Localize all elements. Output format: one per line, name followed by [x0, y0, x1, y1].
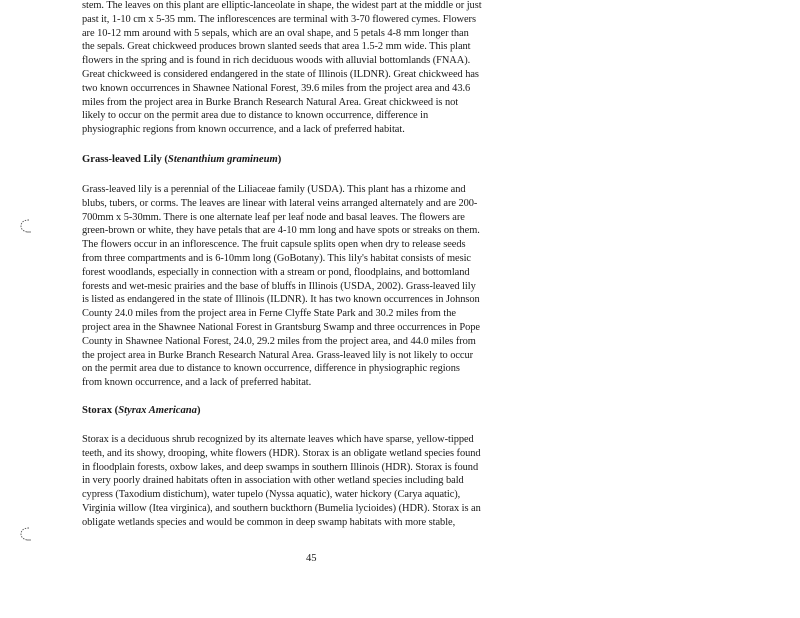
grass-leaved-lily-paragraph	[82, 183, 528, 390]
text-line: miles from the project area in Burke Branch Research Natural Area. Great chickweed is not	[82, 96, 459, 108]
heading-common-name: Storax (	[82, 405, 119, 416]
section-heading-storax	[82, 404, 201, 418]
text-line: obligate wetlands species and would be common in deep swamp habitats with more stable,	[82, 516, 456, 528]
text-line: County 24.0 miles from the project area in Ferne Clyffe State Park and 30.2 miles from the	[82, 308, 456, 320]
text-line: two known occurrences in Shawnee National Forest, 39.6 miles from the project area and 43.6	[82, 82, 471, 94]
heading-latin-name: Stenanthium gramineum	[167, 154, 278, 165]
text-line: project area in the Shawnee National Forest in Grantsburg Swamp and three occurrences in Pope	[82, 321, 480, 333]
text-line: physiographic regions from known occurrence, and a lack of preferred habitat.	[82, 124, 405, 136]
text-line: Great chickweed is considered endangered in the state of Illinois (ILDNR). Great chickweed has	[82, 68, 479, 80]
storax-paragraph	[82, 433, 528, 530]
text-line: the project area in Burke Branch Research Natural Area. Grass-leaved lily is not likely to occur	[82, 349, 474, 361]
page-number: 45	[306, 553, 317, 564]
text-line: from known occurrence, and a lack of preferred habitat.	[82, 377, 312, 389]
text-line: in very poorly drained habitats often in association with other wetland species including bald	[82, 475, 464, 487]
heading-close-paren: )	[277, 154, 282, 165]
heading-common-name: Grass-leaved Lily (	[82, 154, 168, 165]
text-line: flowers in the spring and is found in rich deciduous woods with alluvial bottomlands (FNAA).	[82, 55, 471, 67]
text-line: cypress (Taxodium distichum), water tupelo (Nyssa aquatic), water hickory (Carya aquatic),	[82, 489, 461, 501]
text-line: is listed as endangered in the state of Illinois (ILDNR). It has two known occurrences in Johnson	[82, 294, 480, 306]
text-line: the sepals. Great chickweed produces brown slanted seeds that area 1.5-2 mm wide. This plant	[82, 41, 471, 53]
heading-latin-name: Styrax Americana	[118, 405, 197, 416]
intro-paragraph	[82, 0, 528, 137]
text-line: on the permit area due to distance to known occurrence, difference in physiographic regions	[82, 363, 460, 375]
text-line: The flowers occur in an inflorescence. The fruit capsule splits open when dry to release seeds	[82, 239, 466, 251]
text-line: from three compartments and is 6-10mm long (GoBotany). This lily's habitat consists of mesic	[82, 252, 471, 264]
text-line: blubs, tubers, or corms. The leaves are linear with lateral veins arranged alternately and are 200-	[82, 197, 478, 209]
text-line: are 10-12 mm around with 5 sepals, which are an oval shape, and 5 petals 4-8 mm longer than	[82, 27, 469, 39]
text-line: stem. The leaves on this plant are elliptic-lanceolate in shape, the widest part at the middle or just	[82, 0, 482, 11]
section-heading-grass-leaved-lily	[82, 153, 281, 167]
text-line: past it, 1-10 cm x 5-35 mm. The inflorescences are terminal with 3-70 flowered cymes. Flowers	[82, 13, 476, 25]
text-line: Storax is a deciduous shrub recognized by its alternate leaves which have sparse, yellow-tipped	[82, 434, 474, 445]
heading-close-paren: )	[196, 405, 201, 416]
binder-hole-mark-icon	[18, 218, 32, 234]
text-line: forest woodlands, especially in connection with a stream or pond, floodplains, and bottomland	[82, 266, 470, 278]
text-line: green-brown or white, they have petals that are 4-10 mm long and have spots or streaks on them.	[82, 225, 480, 237]
text-line: teeth, and its showy, drooping, white flowers (HDR). Storax is an obligate wetland species found	[82, 447, 481, 459]
text-line: Grass-leaved lily is a perennial of the Liliaceae family (USDA). This plant has a rhizome and	[82, 184, 466, 195]
text-line: County in Shawnee National Forest, 24.0, 29.2 miles from the project area, and 44.0 miles from	[82, 335, 476, 347]
text-line: forests and wet-mesic prairies and the base of bluffs in Illinois (USDA, 2002). Grass-leaved lily	[82, 280, 476, 292]
text-line: likely to occur on the permit area due to distance to known occurrence, difference in	[82, 110, 429, 122]
text-line: Virginia willow (Itea virginica), and southern buckthorn (Bumelia lycioides) (HDR). Storax is an	[82, 502, 481, 514]
text-line: in floodplain forests, oxbow lakes, and deep swamps in southern Illinois (HDR). Storax is found	[82, 461, 479, 473]
binder-hole-mark-icon	[18, 526, 32, 542]
text-line: 700mm x 5-30mm. There is one alternate leaf per leaf node and basal leaves. The flowers are	[82, 211, 465, 223]
